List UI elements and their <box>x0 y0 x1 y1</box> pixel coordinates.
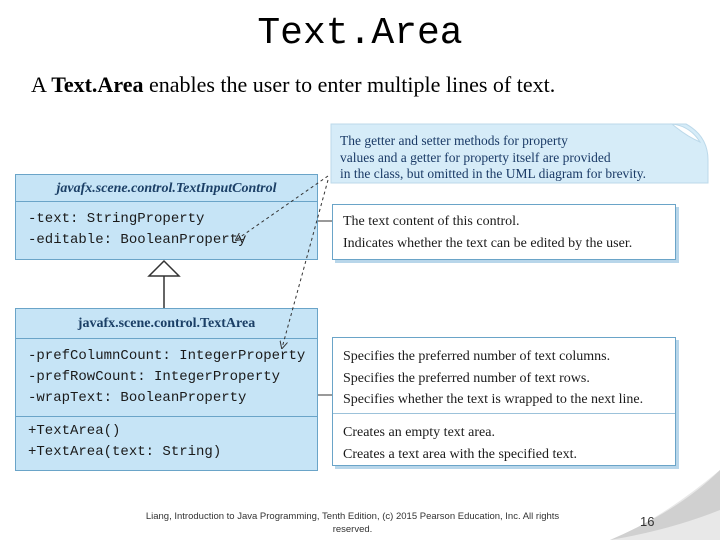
uml-property: -editable: BooleanProperty <box>28 232 247 248</box>
page-curl-decoration <box>590 470 720 540</box>
uml-method: +TextArea() <box>28 423 121 439</box>
description-line: Specifies the preferred number of text columns. <box>343 349 611 364</box>
subtitle-bold-term: Text.Area <box>51 72 144 97</box>
uml-property: -prefRowCount: IntegerProperty <box>28 369 281 385</box>
dashed-pointer <box>236 176 328 240</box>
subtitle-suffix: enables the user to enter multiple lines of text. <box>143 72 556 97</box>
description-line: Creates an empty text area. <box>343 425 495 440</box>
page-number: 16 <box>640 514 655 529</box>
slide-footer: Liang, Introduction to Java Programming, Tenth Edition, (c) 2015 Pearson Education, Inc. All rights reserved. <box>145 511 560 535</box>
description-line: The text content of this control. <box>343 214 520 229</box>
description-line: Creates a text area with the specified text. <box>343 446 578 462</box>
uml-class-name: javafx.scene.control.TextInputControl <box>16 175 317 202</box>
note-line: The getter and setter methods for property <box>340 133 568 148</box>
dashed-pointer <box>282 180 328 348</box>
inheritance-arrow-icon <box>149 261 179 276</box>
slide-title: Text.Area <box>257 12 463 55</box>
uml-class-name: javafx.scene.control.TextArea <box>16 309 317 339</box>
description-line: Specifies whether the text is wrapped to the next line. <box>343 392 644 407</box>
uml-property: -prefColumnCount: IntegerProperty <box>28 348 306 364</box>
note-line: values and a getter for property itself are provided <box>340 149 611 165</box>
uml-property: -text: StringProperty <box>28 211 205 227</box>
uml-property: -wrapText: BooleanProperty <box>28 390 247 406</box>
uml-method: +TextArea(text: String) <box>28 444 222 460</box>
subtitle-prefix: A <box>31 72 52 97</box>
note-line: in the class, but omitted in the UML diagram for brevity. <box>340 166 647 181</box>
description-line: Indicates whether the text can be edited by the user. <box>343 235 633 251</box>
description-line: Specifies the preferred number of text rows. <box>343 370 590 386</box>
